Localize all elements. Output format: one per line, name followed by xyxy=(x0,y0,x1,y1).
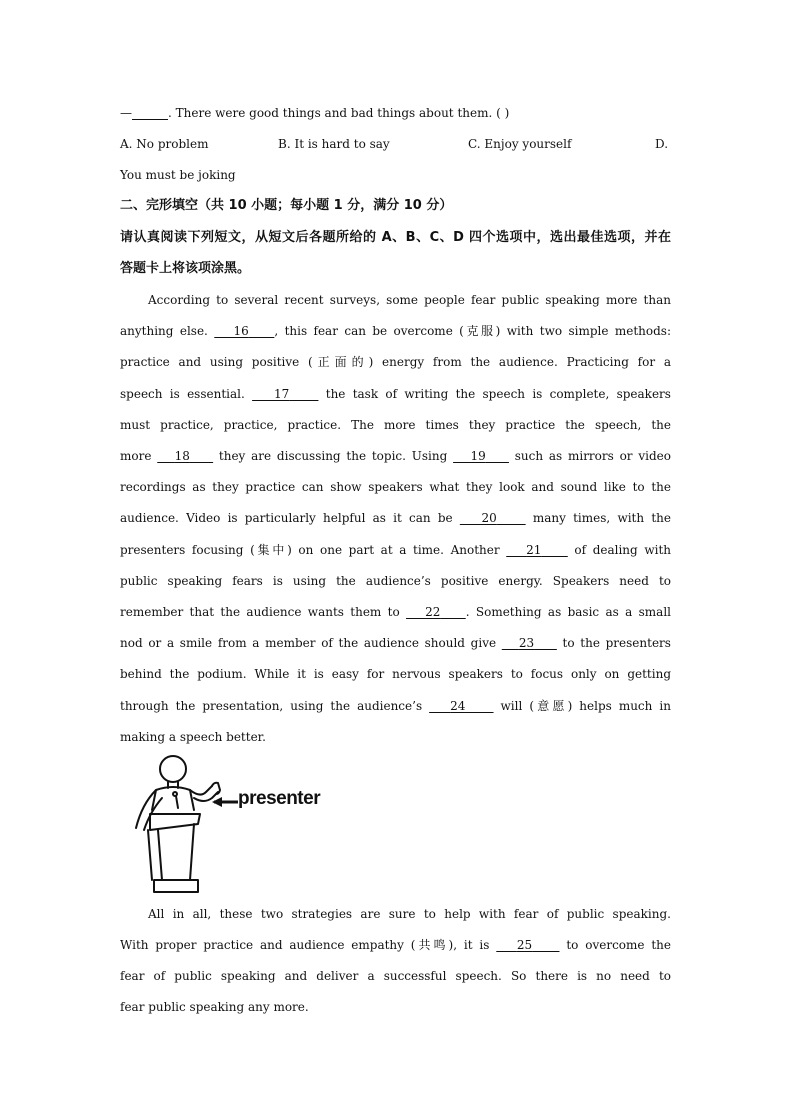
passage-line-14: through the presentation, using the audience’s 24 will (意愿) helps much in xyxy=(120,699,671,713)
section-instructions-1: 请认真阅读下列短文，从短文后各题所给的 A、B、C、D 四个选项中，选出最佳选项，并在 xyxy=(120,230,671,245)
blank-25: 25 xyxy=(516,938,533,952)
blank-23: 23 xyxy=(518,636,535,650)
blank-24: 24 xyxy=(450,699,466,713)
passage-line-7: recordings as they practice can show speakers what they look and sound like to the xyxy=(120,480,671,494)
blank-19: 19 xyxy=(470,449,486,463)
blank-22: 22 xyxy=(425,605,441,619)
passage-line-5: must practice, practice, practice. The more times they practice the speech, the xyxy=(120,418,671,432)
passage-p2-line-4: fear public speaking any more. xyxy=(120,1000,309,1014)
blank-16: 16 xyxy=(233,324,249,338)
passage-line-11: remember that the audience wants them to 22 . Something as basic as a small xyxy=(120,605,671,619)
passage-line-12: nod or a smile from a member of the audience should give 23 to the presenters xyxy=(120,636,671,650)
option-d: D. xyxy=(655,137,669,151)
passage-line-6: more 18 they are discussing the topic. Using 19 such as mirrors or video xyxy=(120,449,671,463)
answer-blank: ______ xyxy=(132,106,168,120)
section-heading: 二、完形填空（共 10 小题；每小题 1 分，满分 10 分） xyxy=(120,198,453,213)
question-text: . There were good things and bad things about them. ( ) xyxy=(168,106,510,120)
passage-line-15: making a speech better. xyxy=(120,730,266,744)
blank-17: 17 xyxy=(273,387,290,401)
blank-20: 20 xyxy=(481,511,497,525)
passage-line-4: speech is essential. 17 the task of writing the speech is complete, speakers xyxy=(120,387,671,401)
option-a: A. No problem xyxy=(120,137,209,151)
passage-p2-line-3: fear of public speaking and deliver a successful speech. So there is no need to xyxy=(120,969,671,983)
presenter-illustration xyxy=(128,752,338,898)
question-options-row xyxy=(120,134,671,154)
passage-line-8: audience. Video is particularly helpful as it can be 20 many times, with the xyxy=(120,511,671,525)
passage-p2-line-1: All in all, these two strategies are sure to help with fear of public speaking. xyxy=(148,907,671,921)
passage-line-10: public speaking fears is using the audience’s positive energy. Speakers need to xyxy=(120,574,671,588)
presenter-drawing xyxy=(128,752,238,898)
option-b: B. It is hard to say xyxy=(278,137,390,151)
passage-line-3: practice and using positive (正面的) energy from the audience. Practicing for a xyxy=(120,355,671,369)
option-c: C. Enjoy yourself xyxy=(468,137,572,151)
blank-21: 21 xyxy=(526,543,542,557)
option-d-text: You must be joking xyxy=(120,168,236,182)
passage-line-2: anything else. 16 , this fear can be overcome (克服) with two simple methods: xyxy=(120,324,671,338)
section-instructions-2: 答题卡上将该项涂黑。 xyxy=(120,261,251,276)
presenter-label: presenter xyxy=(238,788,321,809)
passage-line-1: According to several recent surveys, some people fear public speaking more than xyxy=(148,293,671,307)
question-prompt xyxy=(120,103,671,123)
passage-line-9: presenters focusing (集中) on one part at a time. Another 21 of dealing with xyxy=(120,543,671,557)
blank-18: 18 xyxy=(174,449,190,463)
question-dash: — xyxy=(120,106,132,120)
passage-p2-line-2: With proper practice and audience empathy (共鸣), it is 25 to overcome the xyxy=(120,938,671,952)
passage-line-13: behind the podium. While it is easy for nervous speakers to focus only on getting xyxy=(120,667,671,681)
